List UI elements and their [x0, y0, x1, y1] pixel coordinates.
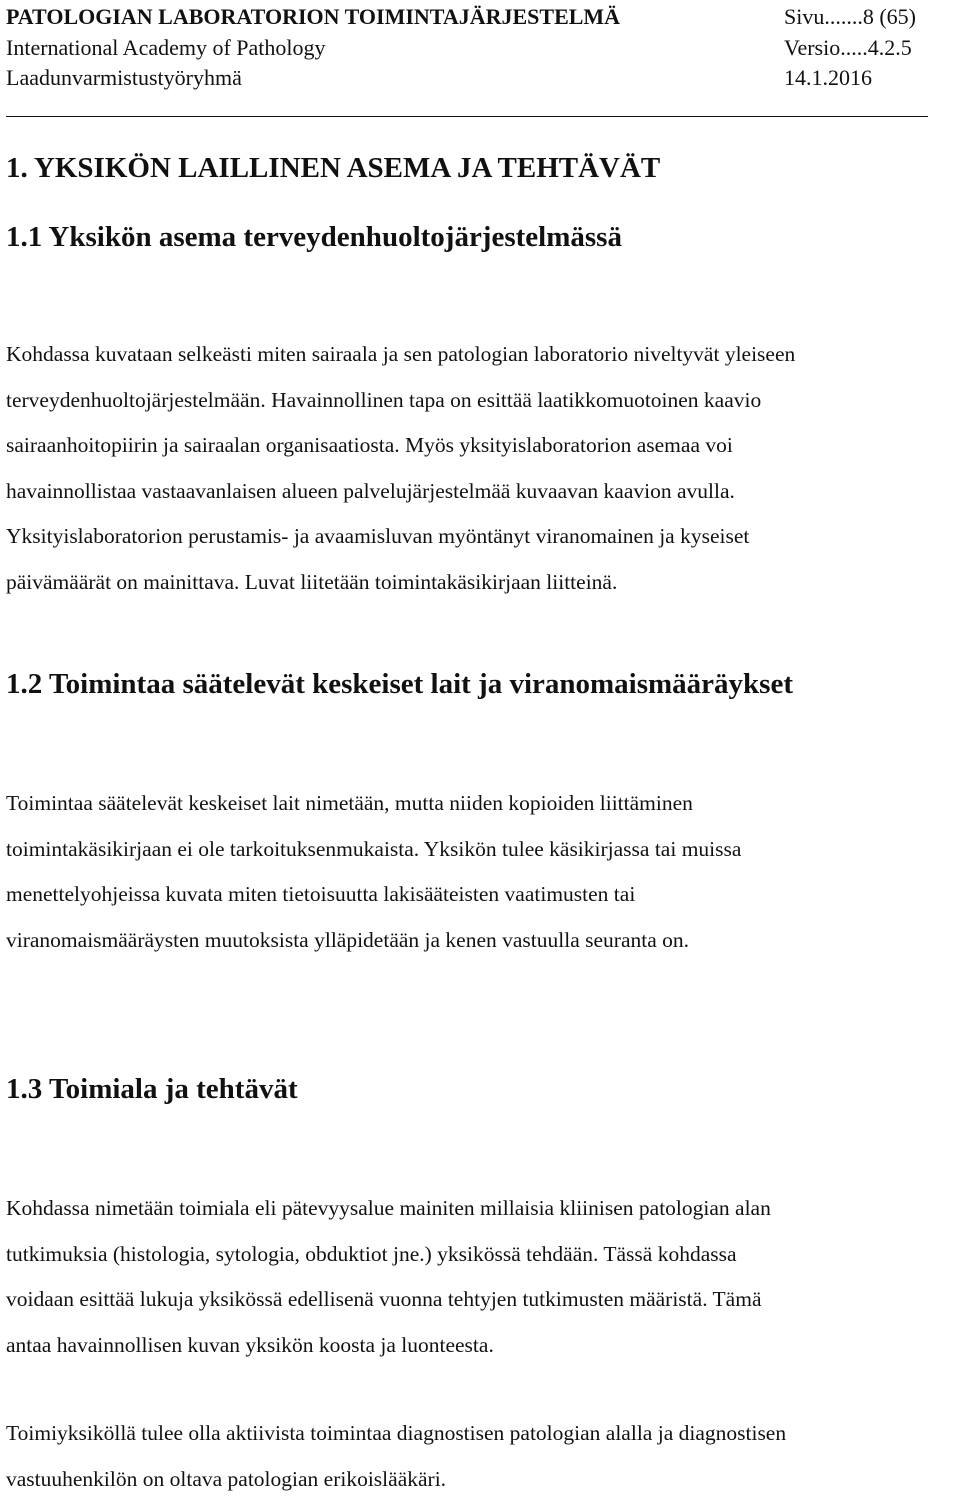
document-title: PATOLOGIAN LABORATORION TOIMINTAJÄRJESTELMÄ [6, 3, 620, 31]
header-row-3 [6, 64, 936, 92]
section-1-3-paragraph-2 [6, 1411, 960, 1502]
text-line: Kohdassa nimetään toimiala eli pätevyysalue mainiten millaisia kliinisen patologian alan [6, 1186, 960, 1232]
page-number: Sivu.......8 (65) [784, 3, 916, 31]
text-line: voidaan esittää lukuja yksikössä edellisenä vuonna tehtyjen tutkimusten määristä. Tämä [6, 1277, 960, 1323]
text-line: havainnollistaa vastaavanlaisen alueen palvelujärjestelmää kuvaavan kaavion avulla. [6, 469, 960, 515]
text-line: vastuuhenkilön on oltava patologian erikoislääkäri. [6, 1457, 960, 1502]
text-line: viranomaismääräysten muutoksista ylläpidetään ja kenen vastuulla seuranta on. [6, 918, 960, 964]
version-label: Versio.....4.2.5 [784, 34, 912, 62]
text-line: antaa havainnollisen kuvan yksikön koosta ja luonteesta. [6, 1323, 960, 1369]
text-line: Toimiyksiköllä tulee olla aktiivista toimintaa diagnostisen patologian alalla ja diagnostisen [6, 1411, 960, 1457]
header-divider [6, 116, 928, 117]
text-line: terveydenhuoltojärjestelmään. Havainnollinen tapa on esittää laatikkomuotoinen kaavio [6, 378, 960, 424]
text-line: päivämäärät on mainittava. Luvat liitetään toimintakäsikirjaan liitteinä. [6, 560, 960, 606]
section-heading-1-1: 1.1 Yksikön asema terveydenhuoltojärjestelmässä [6, 219, 622, 255]
chapter-heading: 1. YKSIKÖN LAILLINEN ASEMA JA TEHTÄVÄT [6, 150, 660, 186]
text-line: Kohdassa kuvataan selkeästi miten sairaala ja sen patologian laboratorio niveltyvät yleiseen [6, 332, 960, 378]
working-group: Laadunvarmistustyöryhmä [6, 64, 242, 92]
section-1-1-paragraph [6, 332, 960, 605]
text-line: toimintakäsikirjaan ei ole tarkoituksenmukaista. Yksikön tulee käsikirjassa tai muissa [6, 827, 960, 873]
text-line: sairaanhoitopiirin ja sairaalan organisaatiosta. Myös yksityislaboratorion asemaa voi [6, 423, 960, 469]
header-row-1 [6, 3, 936, 31]
document-date: 14.1.2016 [784, 64, 872, 92]
text-line: Toimintaa säätelevät keskeiset lait nimetään, mutta niiden kopioiden liittäminen [6, 781, 960, 827]
section-heading-1-3: 1.3 Toimiala ja tehtävät [6, 1071, 298, 1107]
section-1-3-paragraph-1 [6, 1186, 960, 1368]
text-line: tutkimuksia (histologia, sytologia, obduktiot jne.) yksikössä tehdään. Tässä kohdassa [6, 1232, 960, 1278]
section-1-2-paragraph [6, 781, 960, 963]
text-line: menettelyohjeissa kuvata miten tietoisuutta lakisääteisten vaatimusten tai [6, 872, 960, 918]
text-line: Yksityislaboratorion perustamis- ja avaamisluvan myöntänyt viranomainen ja kyseiset [6, 514, 960, 560]
section-heading-1-2: 1.2 Toimintaa säätelevät keskeiset lait ja viranomaismääräykset [6, 666, 793, 702]
header-row-2 [6, 34, 936, 62]
organization-name: International Academy of Pathology [6, 34, 326, 62]
